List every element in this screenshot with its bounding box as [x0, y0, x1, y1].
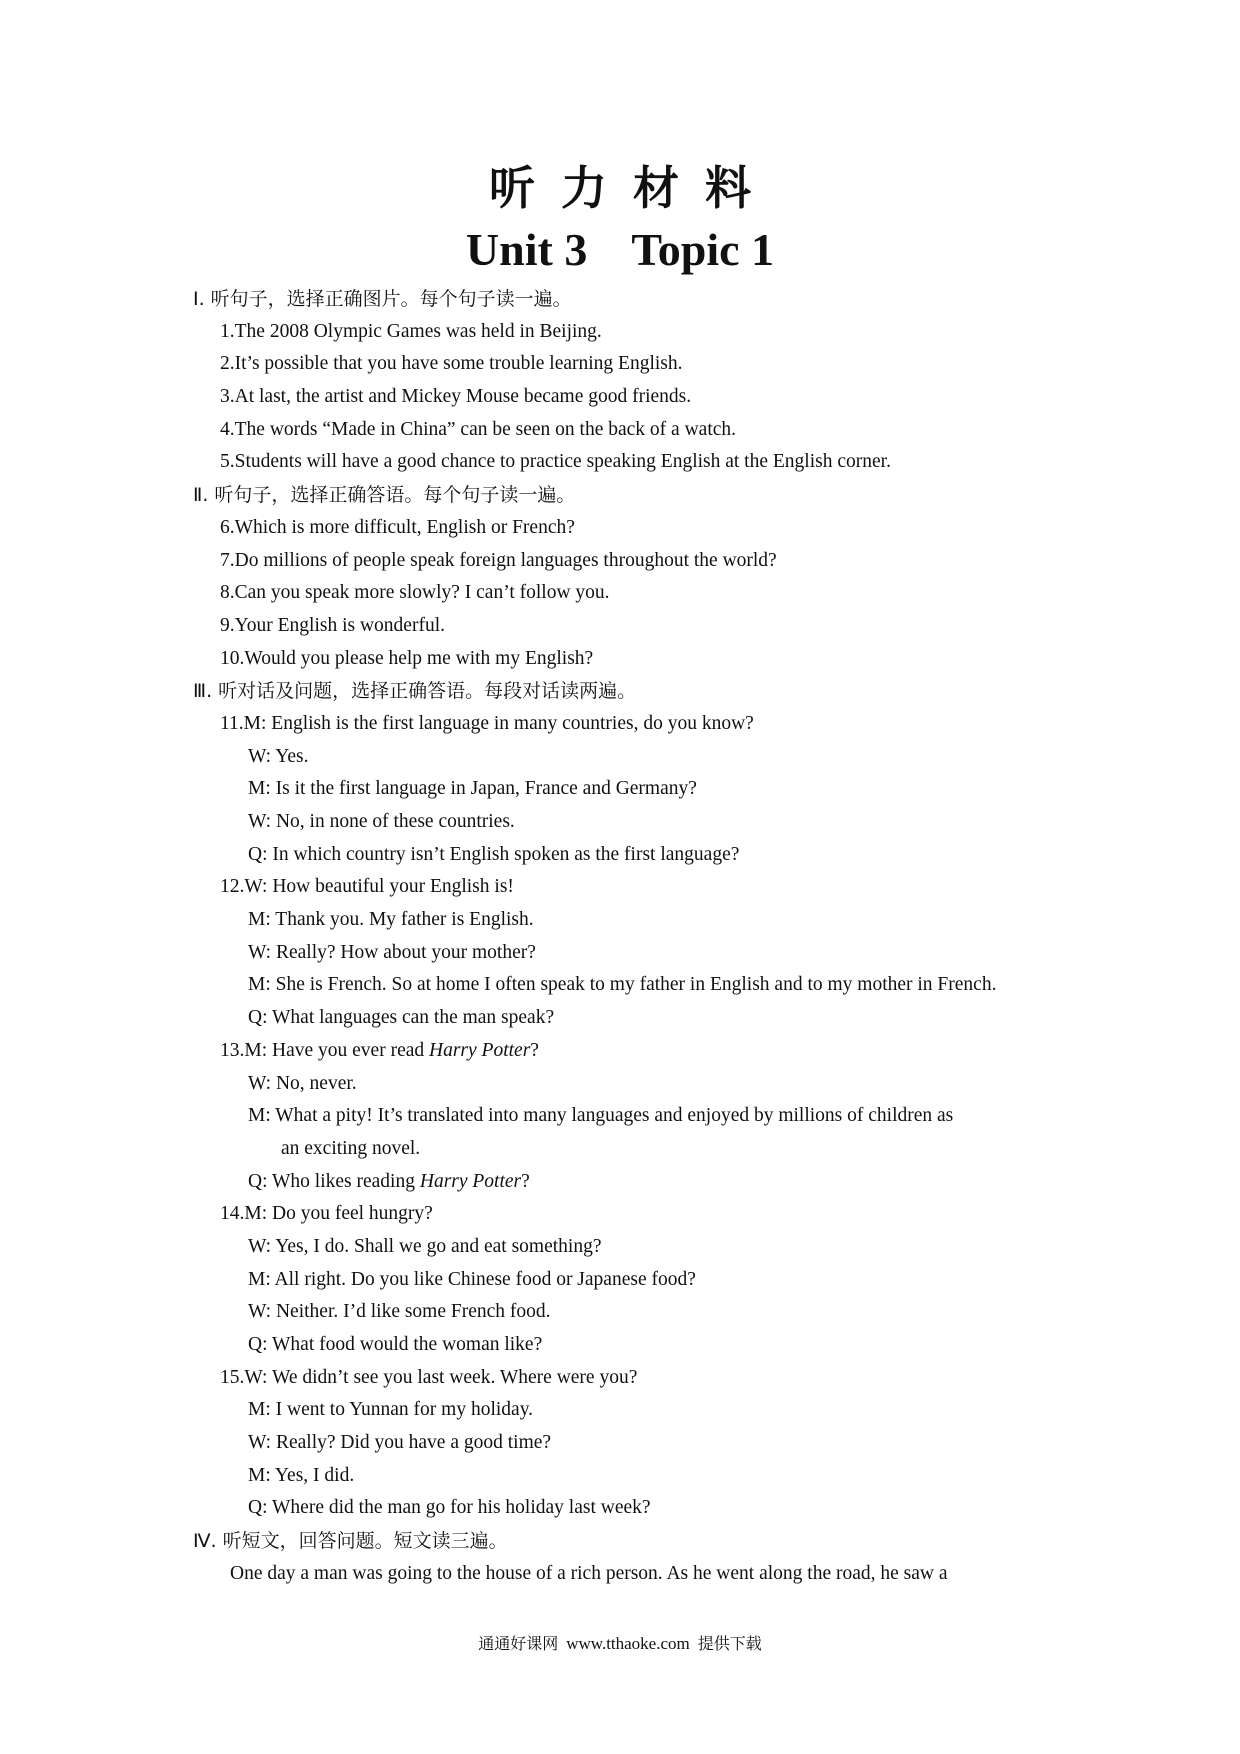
page-title-unit-topic	[0, 222, 1240, 278]
dialogue-11-line-1: 11.M: English is the first language in many countries, do you know?	[220, 712, 754, 734]
sentence-1: 1.The 2008 Olympic Games was held in Beijing.	[220, 320, 602, 342]
dialogue-13-line-1-text: 13.M: Have you ever read	[220, 1039, 430, 1061]
dialogue-12-line-2: M: Thank you. My father is English.	[248, 909, 534, 931]
sentence-8: 8.Can you speak more slowly? I can’t follow you.	[220, 582, 610, 604]
listening-material-body	[0, 283, 1240, 1591]
dialogue-14-line-3: M: All right. Do you like Chinese food or Japanese food?	[248, 1268, 696, 1290]
book-title: Harry Potter	[419, 1170, 522, 1192]
dialogue-11-line-4: W: No, in none of these countries.	[248, 811, 515, 832]
dialogue-13-line-3: M: What a pity! It’s translated into many languages and enjoyed by millions of children as	[248, 1105, 954, 1127]
footer-url: www.tthaoke.com	[566, 1634, 690, 1653]
sentence-6: 6.Which is more difficult, English or French?	[220, 516, 575, 538]
sentence-3: 3.At last, the artist and Mickey Mouse became good friends.	[220, 386, 692, 408]
sentence-9: 9.Your English is wonderful.	[220, 614, 445, 636]
sentence-4: 4.The words “Made in China” can be seen on the back of a watch.	[220, 418, 737, 440]
sentence-5: 5.Students will have a good chance to practice speaking English at the English corner.	[220, 451, 891, 473]
dialogue-15-line-1: 15.W: We didn’t see you last week. Where were you?	[220, 1366, 638, 1388]
dialogue-13-question-end: ?	[521, 1170, 530, 1192]
dialogue-13-line-1-end: ?	[530, 1039, 539, 1061]
sentence-7: 7.Do millions of people speak foreign languages throughout the world?	[220, 549, 777, 571]
dialogue-13-question-text: Q: Who likes reading	[248, 1170, 420, 1192]
section-1-heading: Ⅰ. 听句子，选择正确图片。每个句子读一遍。	[193, 288, 572, 310]
unit-label: Unit 3	[465, 224, 588, 275]
dialogue-15-line-3: W: Really? Did you have a good time?	[248, 1432, 552, 1454]
dialogue-13-question	[0, 1166, 1240, 1199]
dialogue-12-line-3: W: Really? How about your mother?	[248, 941, 536, 963]
sentence-10: 10.Would you please help me with my English?	[220, 647, 594, 669]
dialogue-14-line-2: W: Yes, I do. Shall we go and eat something?	[248, 1235, 602, 1257]
passage-paragraph: One day a man was going to the house of a rich person. As he went along the road, he saw a	[230, 1562, 948, 1584]
dialogue-15-question: Q: Where did the man go for his holiday last week?	[248, 1497, 651, 1519]
dialogue-15-line-4: M: Yes, I did.	[248, 1464, 355, 1486]
book-title: Harry Potter	[429, 1039, 531, 1061]
dialogue-15-line-2: M: I went to Yunnan for my holiday.	[248, 1399, 534, 1421]
page-footer	[0, 1632, 1240, 1656]
footer-site-name: 通通好课网	[478, 1634, 559, 1653]
section-4-heading: Ⅳ. 听短文，回答问题。短文读三遍。	[193, 1530, 508, 1553]
dialogue-12-line-4: M: She is French. So at home I often speak to my father in English and to my mother in French.	[248, 974, 997, 996]
dialogue-14-question: Q: What food would the woman like?	[248, 1334, 543, 1355]
dialogue-13-line-1	[0, 1035, 1240, 1068]
sentence-2: 2.It’s possible that you have some trouble learning English.	[220, 353, 683, 375]
dialogue-11-line-2: W: Yes.	[248, 745, 309, 767]
dialogue-11-question: Q: In which country isn’t English spoken as the first language?	[248, 843, 740, 865]
section-3-heading: Ⅲ. 听对话及问题，选择正确答语。每段对话读两遍。	[193, 680, 637, 703]
dialogue-11-line-3: M: Is it the first language in Japan, France and Germany?	[248, 778, 697, 800]
topic-label: Topic 1	[631, 224, 775, 275]
dialogue-14-line-1: 14.M: Do you feel hungry?	[220, 1203, 433, 1225]
dialogue-12-line-1: 12.W: How beautiful your English is!	[220, 876, 514, 898]
dialogue-13-line-3-continued: an exciting novel.	[281, 1137, 421, 1159]
footer-download-note: 提供下载	[697, 1634, 762, 1653]
section-2-heading: Ⅱ. 听句子，选择正确答语。每个句子读一遍。	[193, 484, 576, 507]
dialogue-12-question: Q: What languages can the man speak?	[248, 1007, 555, 1029]
page-title-chinese: 听力材料	[489, 161, 777, 215]
dialogue-14-line-4: W: Neither. I’d like some French food.	[248, 1301, 551, 1323]
dialogue-13-line-2: W: No, never.	[248, 1072, 357, 1094]
